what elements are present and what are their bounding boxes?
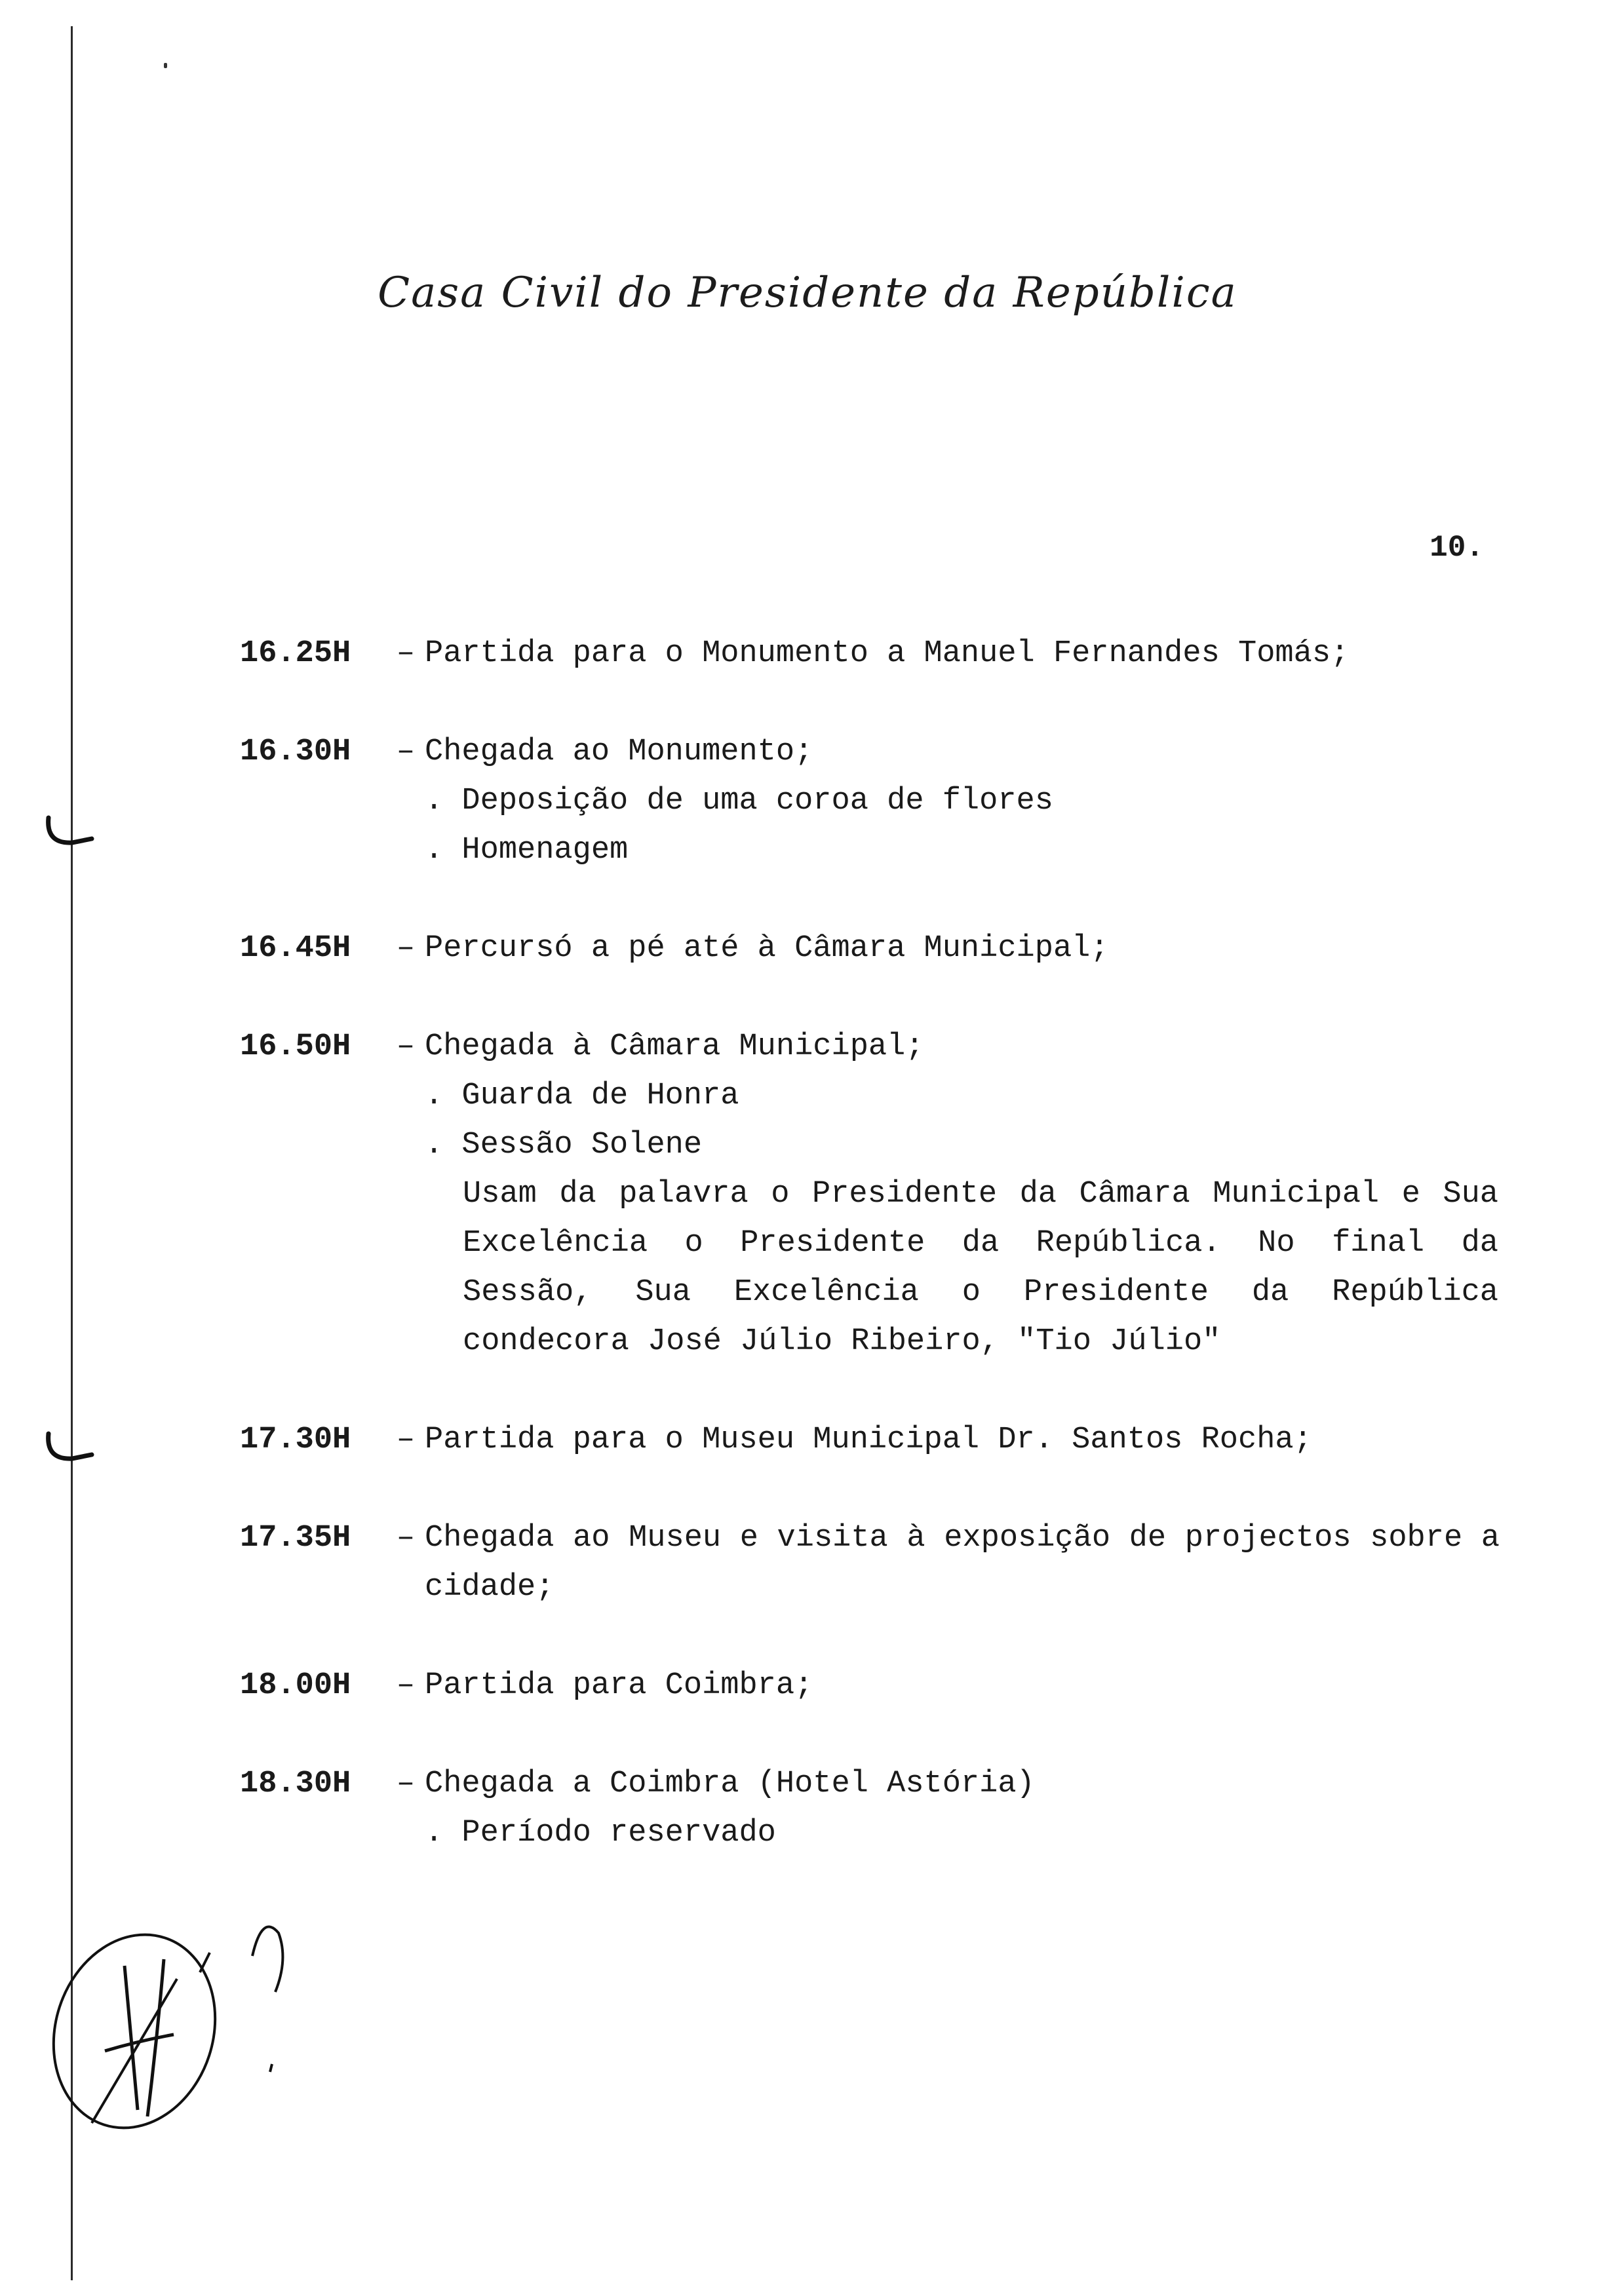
entry-description: Partida para o Monumento a Manuel Fernandes Tomás;	[425, 636, 1350, 671]
entry-description: Chegada ao Museu e visita à exposição de projectos sobre a cidade;	[425, 1521, 1500, 1605]
entry-time: 17.35H	[240, 1521, 351, 1556]
entry-time: 16.25H	[240, 636, 351, 671]
entry-item: . Deposição de uma coroa de flores	[425, 784, 1053, 818]
letterhead: Casa Civil do Presidente da República	[378, 269, 1237, 317]
entry-paragraph: Usam da palavra o Presidente da Câmara Municipal e Sua Excelência o Presidente da República. No final da Sessão, Sua Excelência o Presidente da República condecora José Júlio Ribeiro, "Tio Júlio"	[463, 1177, 1498, 1359]
entry-separator: –	[396, 735, 416, 769]
entry-separator: –	[396, 1423, 416, 1457]
schedule-entry	[240, 629, 1498, 678]
entry-separator: –	[396, 1767, 416, 1801]
entry-description: Percursó a pé até à Câmara Municipal;	[425, 931, 1109, 966]
handwritten-initials	[26, 1900, 302, 2149]
schedule	[240, 629, 1498, 1907]
entry-description: Partida para o Museu Municipal Dr. Santos Rocha;	[425, 1423, 1312, 1457]
schedule-entry	[240, 924, 1498, 973]
entry-time: 18.00H	[240, 1668, 351, 1703]
entry-separator: –	[396, 931, 416, 966]
schedule-entry	[240, 1661, 1498, 1710]
margin-mark-lower	[41, 1428, 100, 1474]
entry-separator: –	[396, 636, 416, 671]
entry-time: 16.30H	[240, 735, 351, 769]
entry-time: 16.45H	[240, 931, 351, 966]
scan-speck	[164, 63, 167, 68]
entry-separator: –	[396, 1029, 416, 1064]
schedule-entry	[240, 1759, 1498, 1858]
entry-time: 16.50H	[240, 1029, 351, 1064]
entry-time: 17.30H	[240, 1423, 351, 1457]
entry-time: 18.30H	[240, 1767, 351, 1801]
entry-item: . Homenagem	[425, 833, 629, 868]
margin-mark-upper	[41, 813, 100, 858]
page-number: 10.	[1430, 531, 1484, 565]
entry-description: Chegada a Coimbra (Hotel Astória)	[425, 1767, 1035, 1801]
entry-separator: –	[396, 1521, 416, 1556]
entry-description: Chegada ao Monumento;	[425, 735, 813, 769]
schedule-entry	[240, 1415, 1498, 1464]
entry-description: Partida para Coimbra;	[425, 1668, 813, 1703]
entry-description: Chegada à Câmara Municipal;	[425, 1029, 924, 1064]
entry-item: . Período reservado	[425, 1816, 776, 1850]
entry-separator: –	[396, 1668, 416, 1703]
schedule-entry	[240, 727, 1498, 875]
schedule-entry	[240, 1514, 1498, 1612]
entry-item: . Guarda de Honra	[425, 1079, 739, 1113]
schedule-entry	[240, 1022, 1498, 1366]
entry-item: . Sessão Solene	[425, 1128, 703, 1162]
